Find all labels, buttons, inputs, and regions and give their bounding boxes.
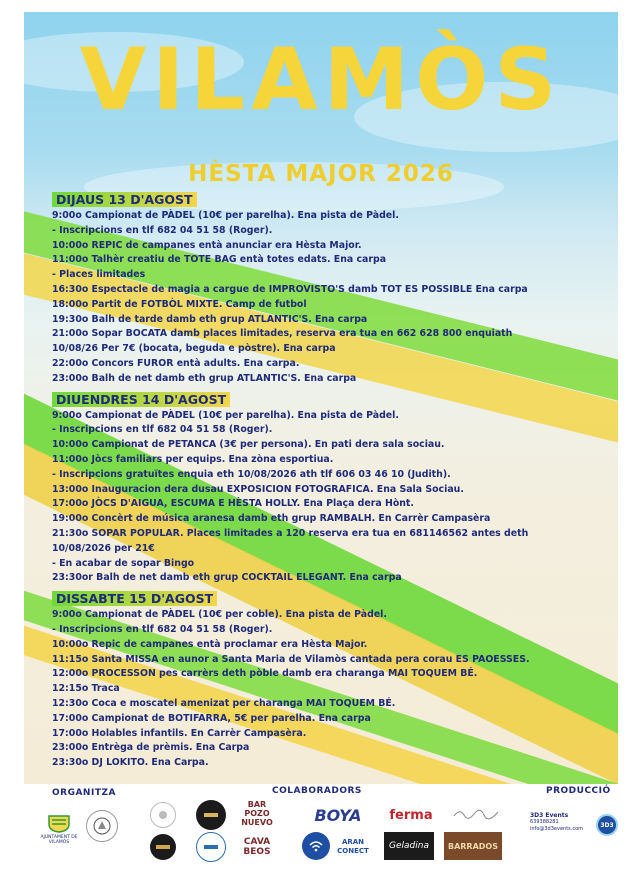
producer-email[interactable]: info@3d3events.com: [530, 826, 584, 832]
program-line: - Inscripcions en tlf 682 04 51 58 (Roger).: [52, 424, 273, 436]
program-line: 16:30o Espectacle de magia a cargue de IMPROVISTO'S damb TOT ES POSSIBLE Ena carpa: [52, 283, 528, 295]
program-line: 21:00o Sopar BOCATA damb places limitades, reserva era tua en 662 628 800 enquiath: [52, 328, 513, 340]
program-line: 12:15o Traca: [52, 683, 120, 695]
program-line: 10:00o Repic de campanes entà proclamar era Hèsta Major.: [52, 638, 368, 650]
wifi-icon: [302, 832, 330, 860]
day-heading: DISSABTE 15 D'AGOST: [52, 591, 217, 606]
program-line: 22:00o Concors FUROR entà adults. Ena carpa.: [52, 357, 300, 369]
emblem-icon: [156, 844, 170, 850]
day-heading: DIJAUS 13 D'AGOST: [52, 192, 197, 207]
sponsor-logo-dark: [196, 800, 226, 830]
program-line: 9:00o Campionat de PÀDEL (10€ per parelha). Ena pista de Pàdel.: [52, 409, 399, 421]
bar-pozo-nuevo-logo: [240, 798, 274, 828]
vilamos-council-logo: [34, 812, 84, 848]
program-line: 12:00o PROCESSON pes carrèrs deth pòble damb era charanga MAI TOQUEM BÉ.: [52, 668, 478, 680]
sponsor-geladina-text: Geladina: [389, 841, 429, 851]
emblem-icon: [203, 811, 219, 819]
sponsor-barrados-text: BARRADOS: [447, 841, 498, 851]
program-line: 13:00o Inauguracion dera dusau EXPOSICION FOTOGRAFICA. Ena Sala Sociau.: [52, 483, 464, 495]
barrados-logo: [444, 832, 502, 860]
producer-contact: [530, 812, 590, 833]
program-line: 11:00o Talhèr creatiu de TOTE BAG entà totes edats. Ena carpa: [52, 254, 387, 266]
shield-icon: [48, 815, 70, 833]
boya-logo: [310, 800, 366, 830]
organitza-label: ORGANITZA: [52, 788, 116, 798]
handwritten-sponsor-logo: [450, 802, 502, 824]
program-line: 23:00o Balh de net damb eth grup ATLANTIC'S. Ena carpa: [52, 372, 357, 384]
cava-beos-logo: [234, 834, 280, 860]
program-line: - Inscripcions en tlf 682 04 51 58 (Roger).: [52, 623, 273, 635]
signature-icon: [452, 806, 500, 820]
crest-icon: [92, 816, 112, 836]
program-line: 21:30o SOPAR POPULAR. Places limitades a 120 reserva era tua en 681146562 antes deth: [52, 527, 529, 539]
sponsor-logo-dark-small: [150, 834, 176, 860]
organizer-name: AJUNTAMENT DE VILAMÒS: [40, 835, 78, 845]
program-line: - Inscripcions gratuïtes enquia eth 10/08/2026 ath tlf 606 03 46 10 (Judith).: [52, 468, 451, 480]
festival-program: [52, 191, 592, 771]
day-section-friday: [52, 391, 592, 587]
festival-crest-logo: [86, 810, 118, 842]
program-line: 11:00o Jòcs familiars per equips. Ena zòna esportiua.: [52, 453, 334, 465]
program-line: 9:00o Campionat de PÀDEL (10€ per parelha). Ena pista de Pàdel.: [52, 210, 399, 221]
program-line: 17:00o JÒCS D'AIGUA, ESCUMA E HÈSTA HOLLY. Ena Plaça dera Hònt.: [52, 498, 414, 510]
geladina-logo: [384, 832, 434, 860]
program-line: 23:30or Balh de net damb eth grup COCKTAIL ELEGANT. Ena carpa: [52, 572, 402, 584]
producer-name: 3D3 Events: [530, 812, 569, 819]
colaboradors-label: COLABORADORS: [272, 786, 362, 796]
program-line: 10/08/2026 per 21€: [52, 542, 155, 554]
day-section-thursday: [52, 191, 592, 387]
aran-conect-logo: [332, 834, 374, 860]
sponsor-logo-circle: [150, 802, 176, 828]
sponsor-aran-text: ARAN CONECT: [337, 838, 369, 855]
emblem-icon: [203, 842, 219, 852]
program-line: 17:00o Campionat de BOTIFARRA, 5€ per parelha. Ena carpa: [52, 712, 371, 724]
program-line: 10:00o Campionat de PETANCA (3€ per persona). En pati dera sala sociau.: [52, 439, 445, 451]
program-line: - En acabar de sopar Bingo: [52, 557, 195, 569]
sponsor-boya-text: BOYA: [314, 805, 362, 825]
sponsor-cava-text: CAVA BEOS: [243, 837, 271, 857]
program-line: - Places limitades: [52, 269, 146, 281]
poster-title: VILAMÒS: [79, 30, 563, 130]
program-line: 23:00o Entrèga de prèmis. Ena Carpa: [52, 742, 250, 754]
sponsor-bar-text: BAR POZO NUEVO: [241, 799, 273, 827]
program-line: 10:00o REPIC de campanes entà anunciar era Hèsta Major.: [52, 239, 362, 251]
produccio-label: PRODUCCIÓ: [546, 786, 611, 796]
producer-badge-logo: [596, 814, 618, 836]
sponsor-logo-blue: [196, 832, 226, 862]
producer-badge-text: 3D3: [600, 821, 614, 829]
day-section-saturday: [52, 590, 592, 771]
poster-subtitle: HÈSTA MAJOR 2026: [188, 161, 454, 187]
emblem-icon: [157, 809, 169, 821]
program-line: 12:30o Coca e moscatel amenizat per charanga MAI TOQUEM BÉ.: [52, 697, 396, 709]
program-line: 19:30o Balh de tarde damb eth grup ATLANTIC'S. Ena carpa: [52, 313, 368, 325]
program-line: 11:15o Santa MISSA en aunor a Santa Maria de Vilamòs cantada pera corau ES PAOESSES.: [52, 653, 530, 665]
sponsor-footer: [24, 784, 618, 878]
ferma-logo: [386, 800, 436, 830]
producer-phone[interactable]: 639388281: [530, 819, 559, 825]
program-line: 9:00o Campionat de PÀDEL (10€ per coble). Ena pista de Pàdel.: [52, 609, 387, 621]
day-heading: DIUENDRES 14 D'AGOST: [52, 392, 230, 407]
program-line: 17:00o Holables infantils. En Carrèr Campasèra.: [52, 727, 307, 739]
program-line: 10/08/26 Per 7€ (bocata, beguda e pòstre). Ena carpa: [52, 343, 336, 355]
program-line: - Inscripcions en tlf 682 04 51 58 (Roger).: [52, 224, 273, 236]
program-line: 18:00o Partit de FOTBÒL MIXTE. Camp de futbol: [52, 298, 307, 310]
program-line: 19:00o Concèrt de música aranesa damb eth grup RAMBALH. En Carrèr Campasèra: [52, 513, 491, 525]
sponsor-ferma-text: ferma: [389, 807, 433, 823]
program-line: 23:30o DJ LOKITO. Ena Carpa.: [52, 757, 209, 769]
